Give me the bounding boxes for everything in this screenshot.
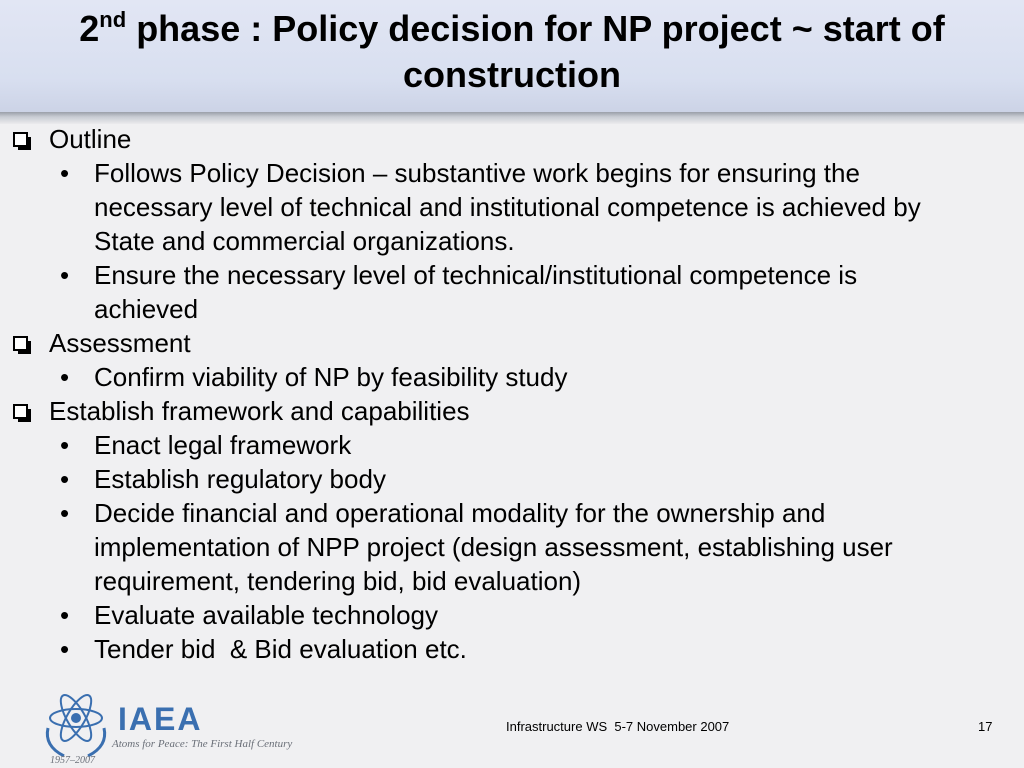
bullet-item	[0, 360, 1024, 394]
bullet-dot-icon: •	[60, 634, 70, 664]
bullet-line: State and commercial organizations.	[94, 226, 515, 256]
slide-title-line-1	[0, 6, 1024, 52]
bullet-line: Confirm viability of NP by feasibility study	[94, 362, 568, 392]
page-number: 17	[978, 719, 993, 734]
bullet-line: Evaluate available technology	[94, 600, 439, 630]
iaea-emblem-icon	[40, 688, 320, 766]
bullet-dot-icon: •	[60, 498, 70, 528]
bullet-item	[0, 632, 1024, 666]
title-text-line-2: construction	[402, 54, 621, 95]
section-heading: Assessment	[49, 328, 191, 358]
bullet-line: Establish regulatory body	[94, 464, 386, 494]
title-text-line-1: phase : Policy decision for NP project ~ start of	[126, 8, 945, 49]
iaea-logo	[40, 688, 320, 766]
outline-section	[0, 122, 1024, 156]
bullet-line: Follows Policy Decision – substantive work begins for ensuring the	[94, 158, 860, 188]
footer-event-text: Infrastructure WS 5-7 November 2007	[506, 719, 730, 734]
bullet-line: Enact legal framework	[94, 430, 352, 460]
bullet-dot-icon: •	[60, 464, 70, 494]
bullet-item	[0, 156, 1024, 258]
checkbox-bullet-icon	[13, 132, 28, 147]
bullet-line: implementation of NPP project (design assessment, establishing user	[94, 532, 893, 562]
logo-wordmark: IAEA	[118, 701, 203, 737]
bullet-item	[0, 598, 1024, 632]
assessment-section	[0, 326, 1024, 360]
bullet-item	[0, 462, 1024, 496]
bullet-dot-icon: •	[60, 362, 70, 392]
title-ordinal-number: 2	[79, 8, 100, 49]
title-ordinal-suffix: nd	[99, 7, 127, 32]
logo-tagline: Atoms for Peace: The First Half Century	[112, 738, 293, 750]
checkbox-bullet-icon	[13, 336, 28, 351]
logo-years: 1957–2007	[50, 755, 95, 766]
bullet-line: necessary level of technical and institutional competence is achieved by	[94, 192, 921, 222]
bullet-item	[0, 428, 1024, 462]
bullet-dot-icon: •	[60, 430, 70, 460]
bullet-line: requirement, tendering bid, bid evaluation)	[94, 566, 582, 596]
bullet-item	[0, 258, 1024, 326]
bullet-dot-icon: •	[60, 600, 70, 630]
bullet-line: Decide financial and operational modality for the ownership and	[94, 498, 826, 528]
section-heading: Outline	[49, 124, 132, 154]
bullet-dot-icon: •	[60, 158, 70, 188]
bullet-item	[0, 496, 1024, 598]
framework-section	[0, 394, 1024, 428]
bullet-dot-icon: •	[60, 260, 70, 290]
slide-title	[0, 6, 1024, 98]
checkbox-bullet-icon	[13, 404, 28, 419]
slide-body	[0, 122, 1024, 666]
bullet-line: achieved	[94, 294, 199, 324]
bullet-line: Tender bid & Bid evaluation etc.	[94, 634, 467, 664]
section-heading: Establish framework and capabilities	[49, 396, 470, 426]
bullet-line: Ensure the necessary level of technical/institutional competence is	[94, 260, 858, 290]
